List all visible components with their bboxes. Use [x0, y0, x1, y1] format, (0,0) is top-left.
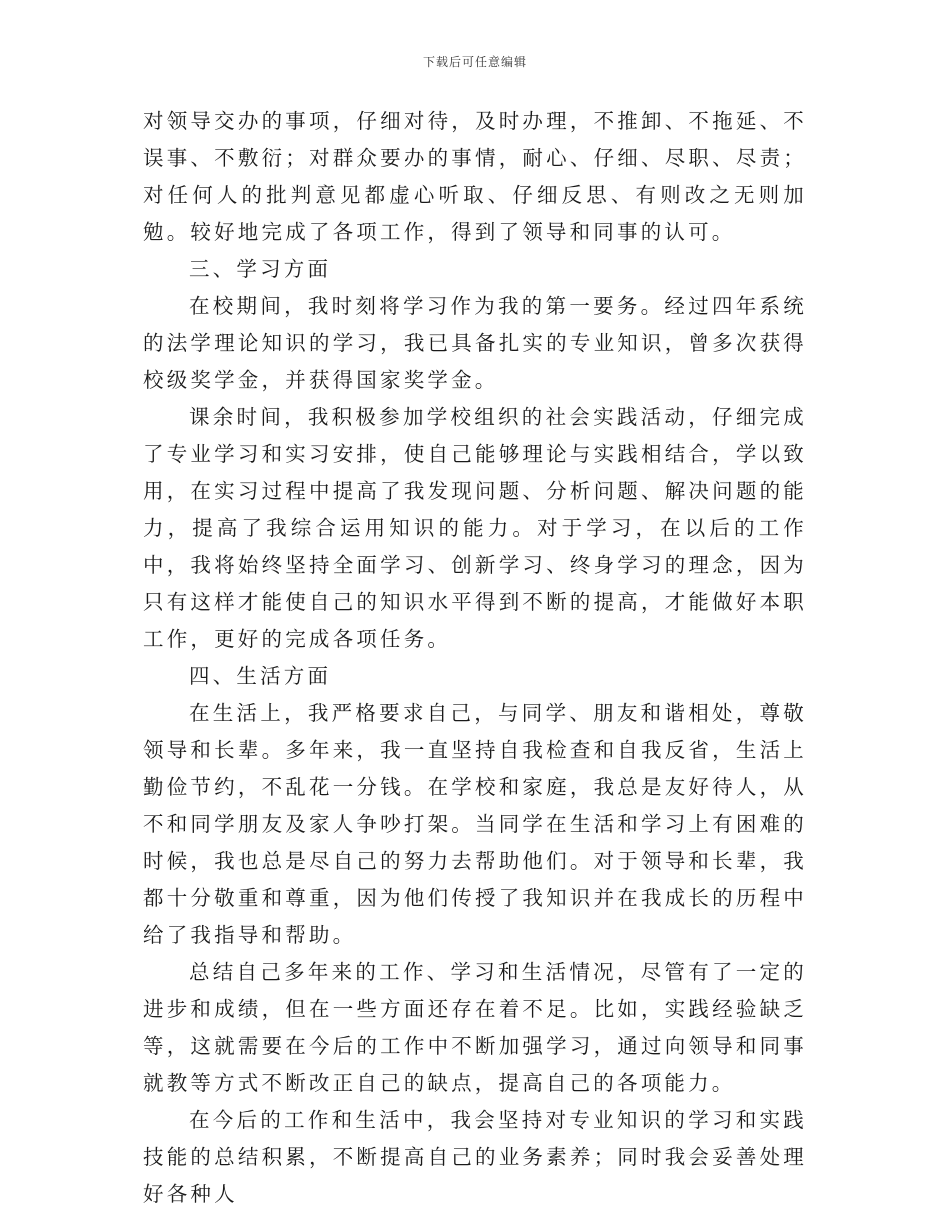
paragraph-future: 在今后的工作和生活中，我会坚持对专业知识的学习和实践技能的总结积累，不断提高自己的业务素养；同时我会妥善处理好各种人 — [143, 1108, 807, 1206]
paragraph-life: 在生活上，我严格要求自己，与同学、朋友和谐相处，尊敬领导和长辈。多年来，我一直坚持自我检查和自我反省，生活上勤俭节约，不乱花一分钱。在学校和家庭，我总是友好待人，从不和同学朋友及家人争吵打架。当同学在生活和学习上有困难的时候，我也总是尽自己的努力去帮助他们。对于领导和长辈，我都十分敬重和尊重，因为他们传授了我知识并在我成长的历程中给了我指导和帮助。 — [143, 701, 807, 947]
paragraph-study-practice: 课余时间，我积极参加学校组织的社会实践活动，仔细完成了专业学习和实习安排，使自己能够理论与实践相结合，学以致用，在实习过程中提高了我发现问题、分析问题、解决问题的能力，提高了我综合运用知识的能力。对于学习，在以后的工作中，我将始终坚持全面学习、创新学习、终身学习的理念，因为只有这样才能使自己的知识水平得到不断的提高，才能做好本职工作，更好的完成各项任务。 — [143, 405, 807, 651]
paragraph-study-school: 在校期间，我时刻将学习作为我的第一要务。经过四年系统的法学理论知识的学习，我已具备扎实的专业知识，曾多次获得校级奖学金，并获得国家奖学金。 — [143, 294, 807, 392]
paragraph-work-attitude: 对领导交办的事项，仔细对待，及时办理，不推卸、不拖延、不误事、不敷衍；对群众要办的事情，耐心、仔细、尽职、尽责；对任何人的批判意见都虚心听取、仔细反思、有则改之无则加勉。较好地完成了各项工作，得到了领导和同事的认可。 — [143, 109, 807, 244]
paragraph-summary: 总结自己多年来的工作、学习和生活情况，尽管有了一定的进步和成绩，但在一些方面还存在着不足。比如，实践经验缺乏等，这就需要在今后的工作中不断加强学习，通过向领导和同事就教等方式不断改正自己的缺点，提高自己的各项能力。 — [143, 960, 807, 1095]
document-body — [143, 103, 807, 1213]
section-heading-life: 四、生活方面 — [189, 664, 332, 688]
section-heading-study: 三、学习方面 — [189, 257, 332, 281]
page-header: 下载后可任意编辑 — [422, 55, 527, 69]
